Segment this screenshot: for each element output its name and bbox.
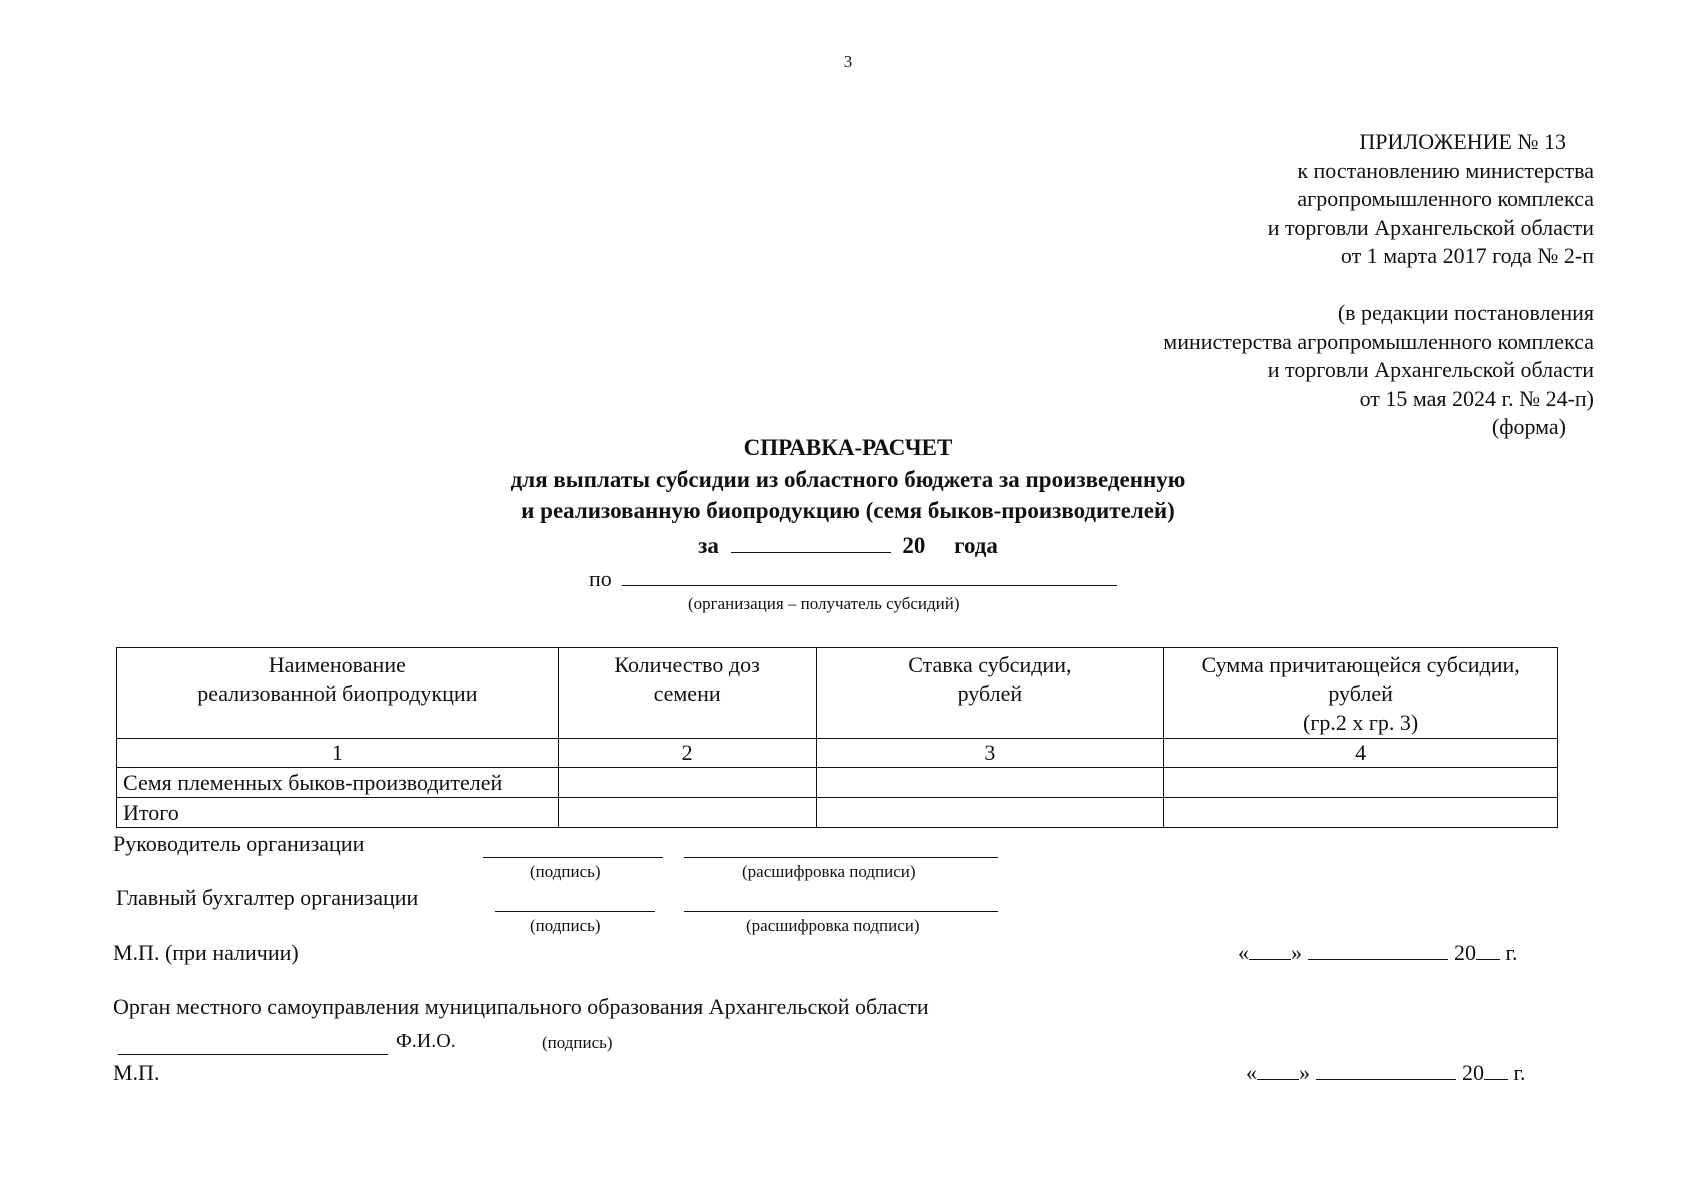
date-year-blank[interactable] bbox=[1484, 1061, 1508, 1080]
table-cell[interactable] bbox=[816, 768, 1164, 798]
form-title-line2: для выплаты субсидии из областного бюджета за произведенную bbox=[510, 466, 1186, 492]
period-prefix: за bbox=[698, 533, 719, 558]
accountant-signature-line[interactable] bbox=[495, 911, 655, 912]
edition-line: от 15 мая 2024 г. № 24-п) bbox=[1359, 385, 1594, 411]
form-title bbox=[0, 432, 1696, 527]
signature-caption: (подпись) bbox=[530, 916, 601, 935]
organization-blank[interactable] bbox=[622, 565, 1117, 586]
date-year-blank[interactable] bbox=[1476, 941, 1500, 960]
period-suffix: года bbox=[954, 533, 998, 558]
table-cell[interactable] bbox=[558, 768, 816, 798]
decode-caption: (расшифровка подписи) bbox=[746, 916, 920, 935]
date-month-blank[interactable] bbox=[1308, 941, 1448, 960]
period-year: 20 bbox=[902, 533, 926, 558]
subsidy-table bbox=[116, 647, 1558, 828]
organization-caption: (организация – получатель субсидий) bbox=[688, 594, 960, 613]
decode-caption: (расшифровка подписи) bbox=[742, 862, 916, 881]
form-title-line3: и реализованную биопродукцию (семя быков-производителей) bbox=[521, 498, 1175, 523]
edition-line: министерства агропромышленного комплекса bbox=[1163, 328, 1594, 354]
table-cell[interactable] bbox=[1164, 768, 1558, 798]
head-label: Руководитель организации bbox=[113, 831, 365, 856]
table-row bbox=[117, 768, 1558, 798]
period-line bbox=[0, 530, 1696, 559]
column-number: 2 bbox=[558, 739, 816, 768]
accountant-decode-line[interactable] bbox=[684, 911, 998, 912]
date-day-blank[interactable] bbox=[1257, 1061, 1299, 1080]
fio-label: Ф.И.О. bbox=[396, 1030, 456, 1052]
appendix-block bbox=[894, 128, 1594, 442]
appendix-line: от 1 марта 2017 года № 2-п bbox=[1340, 243, 1594, 269]
row-label: Итого bbox=[117, 798, 559, 828]
accountant-label: Главный бухгалтер организации bbox=[116, 885, 419, 910]
municipal-label: Орган местного самоуправления муниципального образования Архангельской области bbox=[113, 994, 929, 1019]
table-row-total bbox=[117, 798, 1558, 828]
column-number: 1 bbox=[117, 739, 559, 768]
header-product: Наименование реализованной биопродукции bbox=[117, 648, 559, 739]
row-label: Семя племенных быков-производителей bbox=[117, 768, 559, 798]
header-doses: Количество доз семени bbox=[558, 648, 816, 739]
edition-line: (в редакции постановления bbox=[1337, 299, 1594, 325]
appendix-line: и торговли Архангельской области bbox=[1267, 214, 1594, 240]
form-note: (форма) bbox=[1491, 414, 1566, 440]
head-signature-line[interactable] bbox=[483, 857, 663, 858]
header-amount: Сумма причитающейся субсидии, рублей (гр.2 х гр. 3) bbox=[1164, 648, 1558, 739]
form-title-line1: СПРАВКА-РАСЧЕТ bbox=[743, 435, 953, 460]
column-number-row bbox=[117, 739, 1558, 768]
table-cell[interactable] bbox=[558, 798, 816, 828]
organization-line bbox=[589, 565, 1117, 592]
stamp-label-short: М.П. bbox=[113, 1060, 160, 1085]
head-decode-line[interactable] bbox=[684, 857, 998, 858]
appendix-title: ПРИЛОЖЕНИЕ № 13 bbox=[1359, 129, 1566, 154]
appendix-line: агропромышленного комплекса bbox=[1297, 186, 1594, 212]
table-cell[interactable] bbox=[816, 798, 1164, 828]
appendix-line: к постановлению министерства bbox=[1297, 157, 1594, 183]
signature-caption: (подпись) bbox=[530, 862, 601, 881]
date-field-municipal: « » 20 г. bbox=[1246, 1060, 1526, 1085]
organization-prefix: по bbox=[589, 566, 612, 591]
period-blank[interactable] bbox=[731, 530, 891, 553]
municipal-signature-line[interactable] bbox=[118, 1054, 388, 1055]
header-rate: Ставка субсидии, рублей bbox=[816, 648, 1164, 739]
signature-caption: (подпись) bbox=[542, 1033, 613, 1052]
table-cell[interactable] bbox=[1164, 798, 1558, 828]
page-number: 3 bbox=[843, 52, 853, 71]
edition-line: и торговли Архангельской области bbox=[1267, 357, 1594, 383]
column-number: 3 bbox=[816, 739, 1164, 768]
date-day-blank[interactable] bbox=[1249, 941, 1291, 960]
table-header-row bbox=[117, 648, 1558, 739]
date-field: « » 20 г. bbox=[1238, 940, 1518, 965]
stamp-label: М.П. (при наличии) bbox=[113, 940, 299, 965]
date-month-blank[interactable] bbox=[1316, 1061, 1456, 1080]
column-number: 4 bbox=[1164, 739, 1558, 768]
